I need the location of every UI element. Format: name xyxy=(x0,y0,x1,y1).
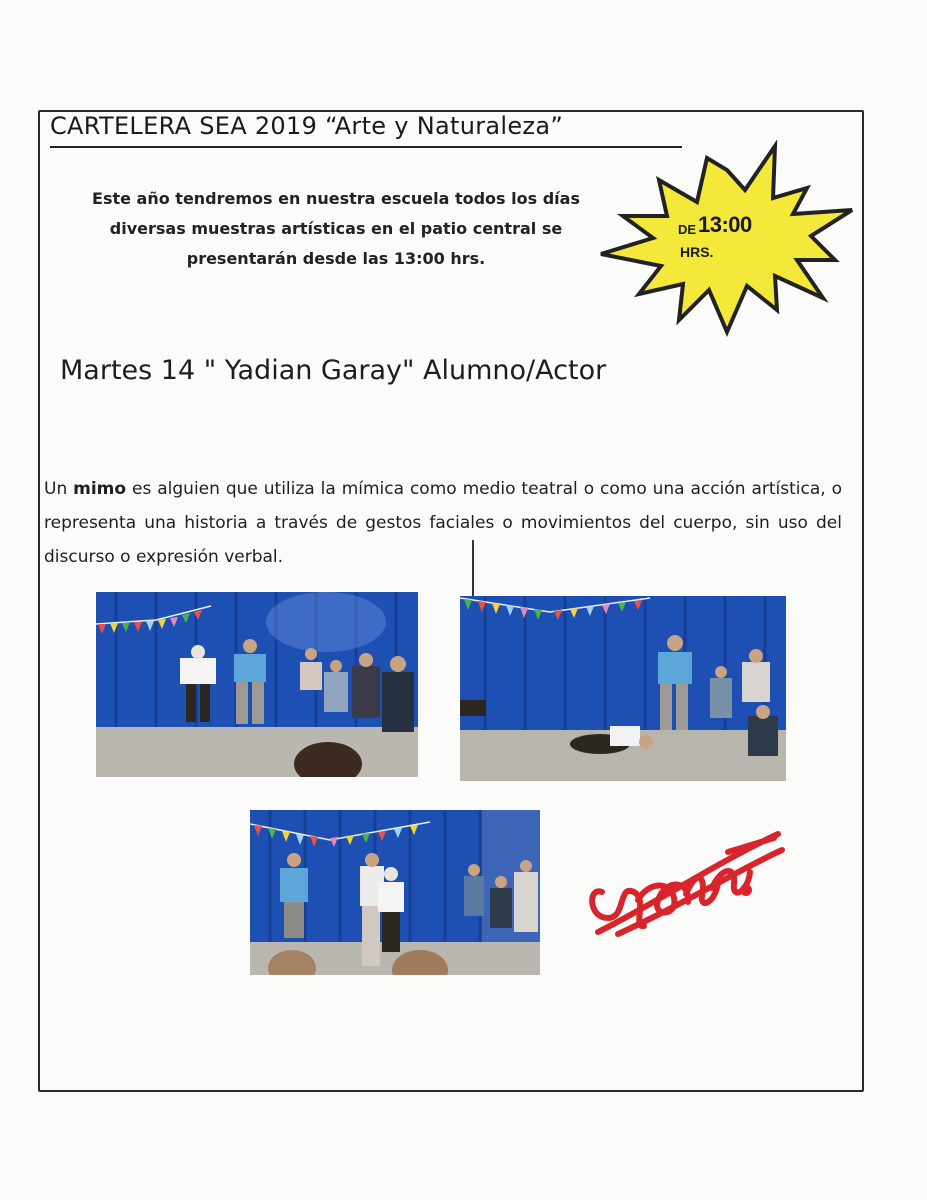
para-bold-word: mimo xyxy=(73,479,127,499)
event-photo-2 xyxy=(460,596,786,781)
intro-line-3: presentarán desde las 13:00 hrs. xyxy=(186,249,486,268)
burst-suffix: HRS. xyxy=(680,244,714,260)
signature-stamp-icon xyxy=(578,822,788,942)
intro-line-1: Este año tendremos en nuestra escuela todos los días xyxy=(92,189,580,208)
event-heading: Martes 14 " Yadian Garay" Alumno/Actor xyxy=(60,355,607,386)
poster-title: CARTELERA SEA 2019 “Arte y Naturaleza” xyxy=(50,112,564,140)
mime-definition xyxy=(44,472,842,574)
event-photo-1 xyxy=(96,592,418,777)
scan-artifact-line xyxy=(472,540,474,600)
title-underline xyxy=(50,146,682,148)
burst-time: 13:00 xyxy=(698,212,752,237)
event-photo-3 xyxy=(250,810,540,975)
intro-line-2: diversas muestras artísticas en el patio central se xyxy=(109,219,563,238)
para-lead: Un xyxy=(44,479,68,499)
para-rest: es alguien que utiliza la mímica como medio teatral o como una acción artística, o representa una historia a través de gestos faciales o movimientos del cuerpo, sin uso del discurso o expresión verbal. xyxy=(44,479,842,567)
burst-prefix: DE xyxy=(678,222,697,237)
intro-text xyxy=(62,184,610,274)
starburst-badge-icon xyxy=(597,140,857,340)
